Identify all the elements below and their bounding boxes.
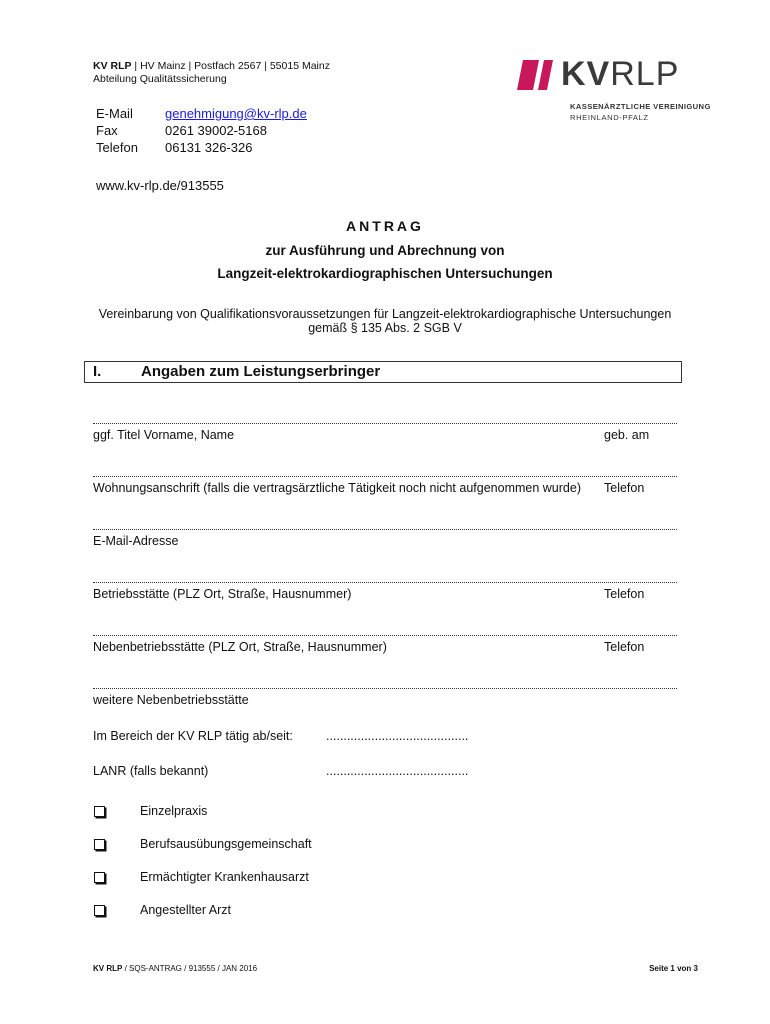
contact-fax-label: Fax xyxy=(96,123,118,138)
option-label-angestellter-arzt: Angestellter Arzt xyxy=(140,903,232,917)
footer-reference xyxy=(93,964,257,973)
checkbox-ermaechtigter-krankenhausarzt[interactable] xyxy=(94,872,105,883)
section-title: Angaben zum Leistungserbringer xyxy=(141,363,381,380)
field-secondary-practice-label: Nebenbetriebsstätte (PLZ Ort, Straße, Hausnummer) xyxy=(93,640,387,654)
field-home-phone-label: Telefon xyxy=(604,481,645,495)
field-practice-line[interactable] xyxy=(93,582,677,583)
document-subtitle-1: zur Ausführung und Abrechnung von xyxy=(265,243,505,258)
field-active-since-label: Im Bereich der KV RLP tätig ab/seit: xyxy=(93,729,293,743)
sender-address xyxy=(93,60,330,73)
field-active-since-input[interactable]: ......................................... xyxy=(326,729,469,743)
section-header xyxy=(84,361,682,383)
logo-text-kv: KV xyxy=(561,55,611,93)
contact-email-label: E-Mail xyxy=(96,106,133,121)
contact-email-row xyxy=(96,105,396,122)
section-number: I. xyxy=(93,363,102,380)
sender-org: KV RLP xyxy=(93,60,132,72)
field-name-line[interactable] xyxy=(93,423,677,424)
field-secondary-practice-line[interactable] xyxy=(93,635,677,636)
logo-wordmark xyxy=(561,54,679,94)
field-home-address-line[interactable] xyxy=(93,476,677,477)
option-label-einzelpraxis: Einzelpraxis xyxy=(140,804,208,818)
field-further-practice-label: weitere Nebenbetriebsstätte xyxy=(93,693,249,707)
contact-email-link[interactable]: genehmigung@kv-rlp.de xyxy=(165,106,307,121)
option-label-berufsausuebungsgemeinschaft: Berufsausübungsgemeinschaft xyxy=(140,837,312,851)
checkbox-berufsausuebungsgemeinschaft[interactable] xyxy=(94,839,105,850)
footer-page-number: Seite 1 von 3 xyxy=(649,964,698,973)
option-label-ermaechtigter-krankenhausarzt: Ermächtigter Krankenhausarzt xyxy=(140,870,309,884)
field-secondary-practice-phone-label: Telefon xyxy=(604,640,645,654)
footer-doc-code: / SQS-ANTRAG / 913555 / JAN 2016 xyxy=(122,964,258,973)
field-home-address-label: Wohnungsanschrift (falls die vertragsärztliche Tätigkeit noch nicht aufgenommen wurde) xyxy=(93,481,581,495)
contact-phone-label: Telefon xyxy=(96,140,138,155)
contact-phone-row xyxy=(96,139,396,156)
sender-address-rest: | HV Mainz | Postfach 2567 | 55015 Mainz xyxy=(131,60,330,72)
kvrlp-logo xyxy=(517,55,711,127)
logo-line1: KASSENÄRZTLICHE VEREINIGUNG xyxy=(570,102,711,111)
field-email-label: E-Mail-Adresse xyxy=(93,534,179,548)
contact-fax-row xyxy=(96,122,396,139)
field-email-line[interactable] xyxy=(93,529,677,530)
field-further-practice-line[interactable] xyxy=(93,688,677,689)
field-practice-phone-label: Telefon xyxy=(604,587,645,601)
department: Abteilung Qualitätssicherung xyxy=(93,73,227,85)
contact-phone-value: 06131 326-326 xyxy=(165,140,253,155)
website-link[interactable]: www.kv-rlp.de/913555 xyxy=(96,178,224,193)
logo-line2: RHEINLAND-PFALZ xyxy=(570,113,649,122)
field-lanr-label: LANR (falls bekannt) xyxy=(93,764,209,778)
contact-fax-value: 0261 39002-5168 xyxy=(165,123,267,138)
field-practice-label: Betriebsstätte (PLZ Ort, Straße, Hausnummer) xyxy=(93,587,352,601)
agreement-line-1: Vereinbarung von Qualifikationsvoraussetzungen für Langzeit-elektrokardiographische Untersuchungen xyxy=(98,307,672,321)
logo-text-rlp: RLP xyxy=(610,55,680,93)
field-birthdate-label: geb. am xyxy=(604,428,650,442)
field-lanr-input[interactable]: ......................................... xyxy=(326,764,469,778)
document-title: ANTRAG xyxy=(346,218,424,234)
checkbox-einzelpraxis[interactable] xyxy=(94,806,105,817)
document-subtitle-2: Langzeit-elektrokardiographischen Untersuchungen xyxy=(217,266,553,281)
field-name-label: ggf. Titel Vorname, Name xyxy=(93,428,235,442)
agreement-line-2: gemäß § 135 Abs. 2 SGB V xyxy=(308,321,462,335)
footer-org: KV RLP xyxy=(93,964,123,973)
checkbox-angestellter-arzt[interactable] xyxy=(94,905,105,916)
